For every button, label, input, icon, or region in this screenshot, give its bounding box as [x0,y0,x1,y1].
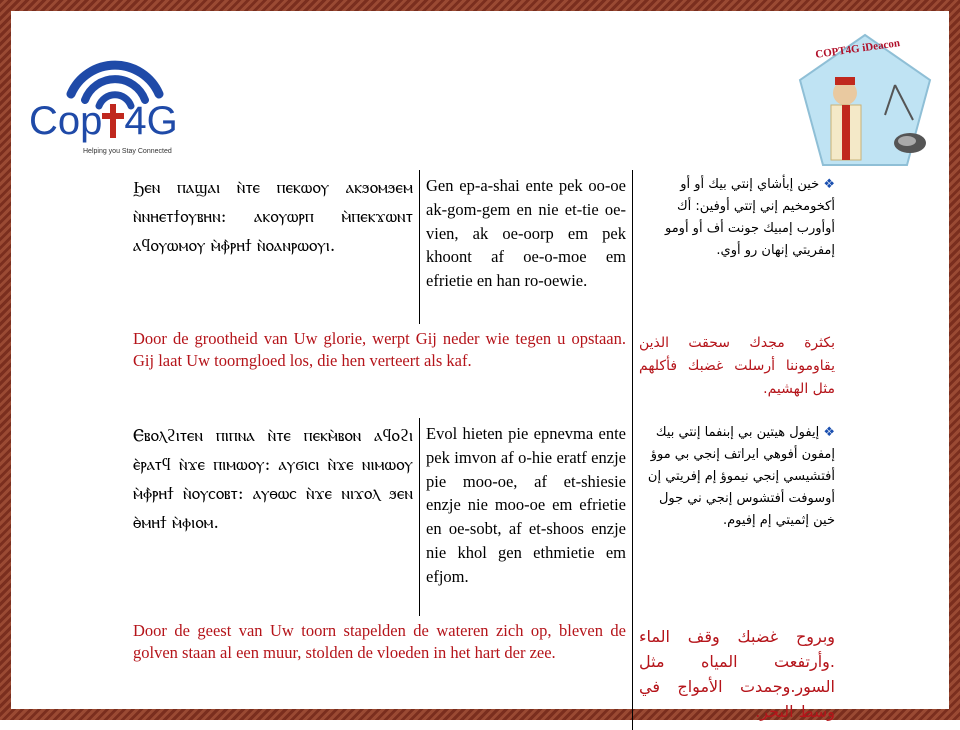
arabic-translation: وبروح غضبك وقف الماء .وأرتفعت المياه مثل السور.وجمدت الأمواج في وسط البحر. [639,627,835,721]
translation-row [127,616,841,730]
coptic-text: Ⲉⲃⲟⲗϩⲓⲧⲉⲛ ⲡⲓⲡⲛⲁ ⲛ̀ⲧⲉ ⲡⲉⲕⲙ̀ⲃⲟⲛ ⲁϥⲟϩⲓ ⲉ̀ⲣⲁⲧϥ ⲛ̀ϫⲉ ⲡⲓⲙⲱⲟⲩ: ⲁⲩϭⲓⲥⲓ ⲛ̀ϫⲉ ⲛⲓⲙⲱⲟⲩ ⲙ̀ⲫ̀ⲣⲏϯ ⲛ̀ⲟⲩⲥⲟⲃⲧ: ⲁⲩⲑⲱⲥ ⲛ̀ϫⲉ ⲛⲓϫⲟⲗ ϧⲉⲛ ⲑ̀ⲙⲏϯ ⲙ̀ⲫⲓⲟⲙ. [133,426,413,533]
dutch-translation: Door de grootheid van Uw glorie, werpt Gij neder wie tegen u opstaan. Gij laat Uw toorngloed los, die hen verteert als kaf. [127,324,633,418]
verse-row [127,170,841,324]
arabic-transliteration-cell [633,418,842,616]
copt4g-logo [25,36,205,156]
bullet-icon: ❖ [823,425,835,440]
transliteration-text: Evol hieten pie epnevma ente pek imvon af o-hie eratf enzje pie moo-oe, af et-shiesie enzje nie moo-oe em efrietie en oe-sobt, af et-shoos enzje nie khol gen ethmietie em efjom. [420,418,633,616]
arabic-translation: بكثرة مجدك سحقت الذين يقاوموننا أرسلت غضبك فأكلهم مثل الهشيم. [639,335,835,397]
bullet-icon: ❖ [823,177,835,192]
logo-wordmark: Cop 4G [29,99,178,143]
arabic-transliteration-text: خين إبأشاي إنتي بيك أو أو أكخومخيم إني إتتي أوفين: أك أوأورب إمبيك جونت أف أو أومو إمفريتي إنهان رو أوي. [664,177,835,258]
verse-row [127,418,841,616]
cross-icon [102,104,124,138]
slide-content [11,11,949,721]
coptic-text: Ϧⲉⲛ ⲡⲁϣⲁⲓ ⲛ̀ⲧⲉ ⲡⲉⲕⲱⲟⲩ ⲁⲕϧⲟⲙϧⲉⲙ ⲛ̀ⲛⲏⲉⲧϯⲟⲩⲃⲏⲛ: ⲁⲕⲟⲩⲱⲣⲡ ⲙ̀ⲡⲉⲕϫⲱⲛⲧ ⲁϥⲟⲩⲱⲙⲟⲩ ⲙ̀ⲫ̀ⲣⲏϯ ⲛ̀ⲟⲁⲛⲣⲱⲟⲩⲓ. [133,178,413,256]
hymn-table [127,170,841,730]
arabic-transliteration-text: إيفول هيتين بي إبنفما إنتي بيك إمفون أفوهي ايراتف إنجي بي موؤ أفتشيسي إنجي نيموؤ إم إفريتي إن أوسوفت أفتشوس إنجي ني جول خين إثميتي إم إفيوم. [647,425,835,528]
badge-title: COPT4G iDeacon [814,37,901,61]
transliteration-text: Gen ep-a-shai ente pek oo-oe ak-gom-gem en nie et-tie oe-vien, ak oe-oorp em pek khoont af oe-o-moe em efrietie en han ro-oewie. [420,170,633,324]
ideacon-badge [795,25,935,175]
dutch-translation: Door de geest van Uw toorn stapelden de wateren zich op, bleven de golven staan al een muur, stolden de vloeden in het hart der zee. [127,616,633,730]
translation-row [127,324,841,418]
logo-tagline: Helping you Stay Connected [83,148,172,155]
arabic-transliteration-cell [633,170,842,324]
